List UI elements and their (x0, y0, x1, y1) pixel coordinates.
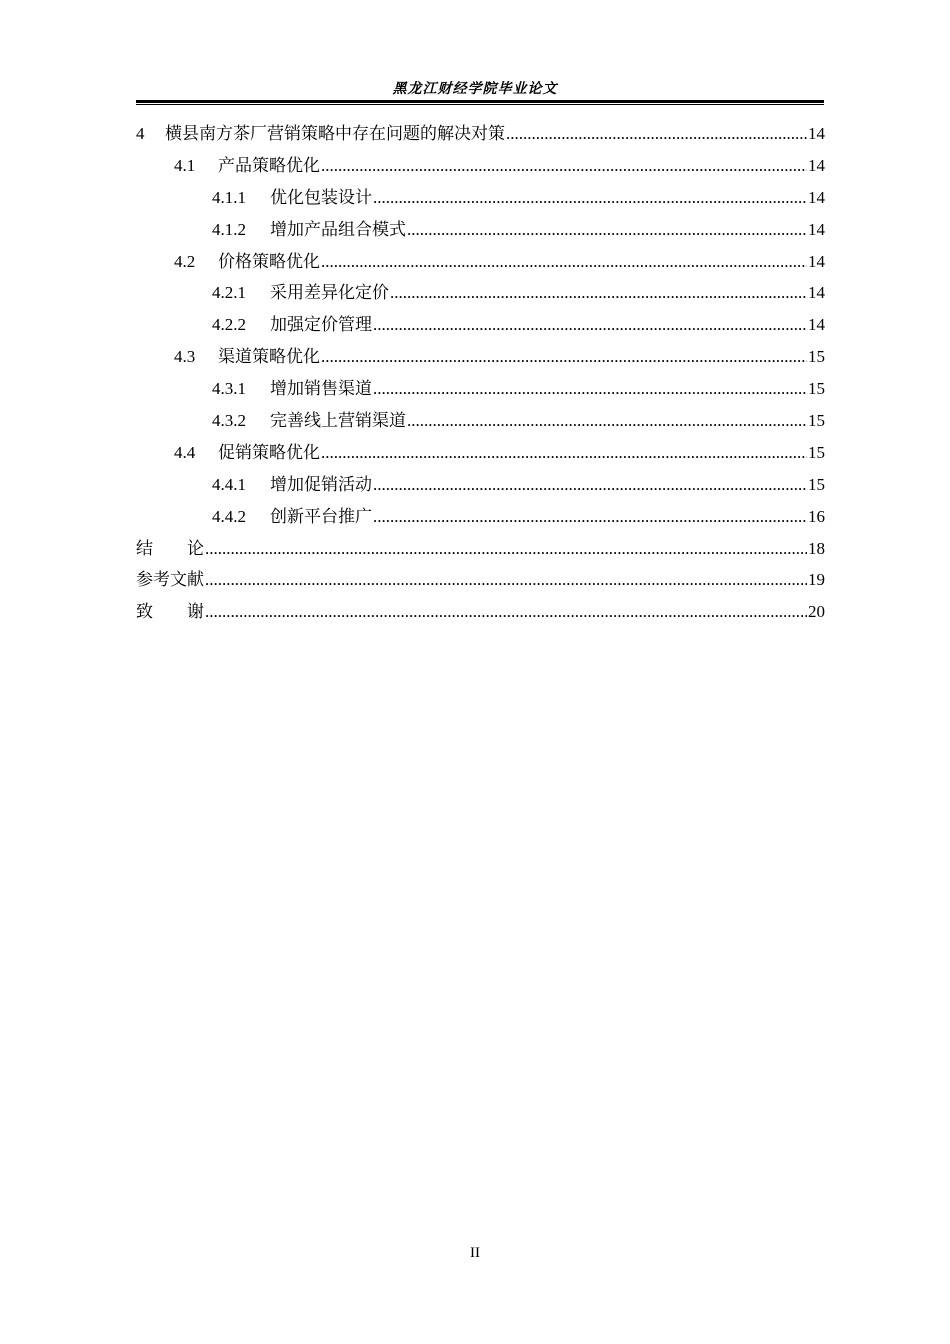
toc-entry-page: 15 (808, 379, 825, 399)
toc-entry-page: 14 (808, 251, 825, 271)
toc-entry-title: 加强定价管理 (270, 315, 372, 335)
toc-entry[interactable] (136, 341, 825, 373)
header-rule-thin (136, 104, 824, 105)
toc-entry-page: 14 (808, 219, 825, 239)
toc-entry[interactable] (136, 246, 825, 278)
toc-entry-number: 4.3.2 (212, 411, 246, 431)
toc-entry-title: 完善线上营销渠道 (270, 411, 406, 431)
toc-entry-number: 4.1 (174, 155, 196, 175)
toc-leader-dots (321, 341, 807, 373)
toc-entry[interactable] (136, 309, 825, 341)
toc-entry[interactable] (136, 277, 825, 309)
toc-entry-number: 4.3.1 (212, 379, 246, 399)
toc-leader-dots (205, 564, 807, 596)
toc-entry-acknowledgements[interactable] (136, 596, 825, 628)
toc-leader-dots (373, 182, 807, 214)
toc-entry-number: 4.4 (174, 442, 196, 462)
toc-entry-number: 4.4.2 (212, 506, 246, 526)
toc-leader-dots (373, 373, 807, 405)
toc-entry-page: 14 (808, 283, 825, 303)
toc-entry-number: 4.2.2 (212, 315, 246, 335)
toc-entry-title: 促销策略优化 (218, 442, 320, 462)
toc-entry-page: 14 (808, 124, 825, 143)
toc-entry-conclusion[interactable] (136, 533, 825, 565)
page-number: II (470, 1245, 480, 1261)
toc-entry-title: 横县南方茶厂营销策略中存在问题的解决对策 (165, 124, 505, 143)
toc-leader-dots (506, 118, 807, 150)
toc-entry-page: 20 (808, 602, 825, 622)
toc-entry-page: 16 (808, 506, 825, 526)
toc-entry-number: 4.1.2 (212, 219, 246, 239)
toc-entry-page: 14 (808, 187, 825, 207)
toc-entry[interactable] (136, 501, 825, 533)
toc-entry-title: 增加销售渠道 (270, 379, 372, 399)
toc-entry-title: 产品策略优化 (218, 155, 320, 175)
toc-entry-title: 创新平台推广 (270, 506, 372, 526)
toc-leader-dots (373, 309, 807, 341)
toc-entry-title: 优化包装设计 (270, 187, 372, 207)
header-title: 黑龙江财经学院毕业论文 (392, 82, 558, 97)
toc-entry-page: 15 (808, 347, 825, 367)
toc-entry[interactable] (136, 182, 825, 214)
toc-entry-number: 4 (136, 124, 145, 143)
toc-leader-dots (373, 469, 807, 501)
toc-entry[interactable] (136, 214, 825, 246)
toc-entry-number: 4.2 (174, 251, 196, 271)
toc-entry-title: 结 论 (136, 538, 204, 558)
toc-entry[interactable] (136, 118, 825, 150)
toc-entry-title: 渠道策略优化 (218, 347, 320, 367)
toc-entry-number: 4.2.1 (212, 283, 246, 303)
toc-entry-references[interactable] (136, 564, 825, 596)
toc-leader-dots (321, 437, 807, 469)
toc-entry-title: 增加产品组合模式 (270, 219, 406, 239)
toc-entry-page: 15 (808, 474, 825, 494)
toc-entry-page: 15 (808, 442, 825, 462)
toc-entry-number: 4.3 (174, 347, 196, 367)
toc-entry-number: 4.1.1 (212, 187, 246, 207)
toc-leader-dots (321, 246, 807, 278)
toc-entry-title: 采用差异化定价 (270, 283, 389, 303)
toc-leader-dots (205, 533, 807, 565)
table-of-contents (136, 118, 825, 628)
toc-leader-dots (407, 405, 807, 437)
toc-entry[interactable] (136, 373, 825, 405)
toc-leader-dots (205, 596, 807, 628)
toc-entry-page: 19 (808, 570, 825, 590)
toc-entry-page: 15 (808, 411, 825, 431)
toc-entry-page: 14 (808, 155, 825, 175)
toc-leader-dots (407, 214, 807, 246)
toc-entry-page: 18 (808, 538, 825, 558)
toc-entry[interactable] (136, 437, 825, 469)
toc-entry-title: 价格策略优化 (218, 251, 320, 271)
toc-leader-dots (373, 501, 807, 533)
toc-entry[interactable] (136, 469, 825, 501)
toc-entry-page: 14 (808, 315, 825, 335)
toc-leader-dots (390, 277, 807, 309)
toc-entry-number: 4.4.1 (212, 474, 246, 494)
toc-entry-title: 增加促销活动 (270, 474, 372, 494)
toc-entry-title: 致 谢 (136, 602, 204, 622)
header-rule-thick (136, 100, 824, 103)
toc-entry[interactable] (136, 150, 825, 182)
toc-leader-dots (321, 150, 807, 182)
toc-entry-title: 参考文献 (136, 570, 204, 590)
toc-entry[interactable] (136, 405, 825, 437)
